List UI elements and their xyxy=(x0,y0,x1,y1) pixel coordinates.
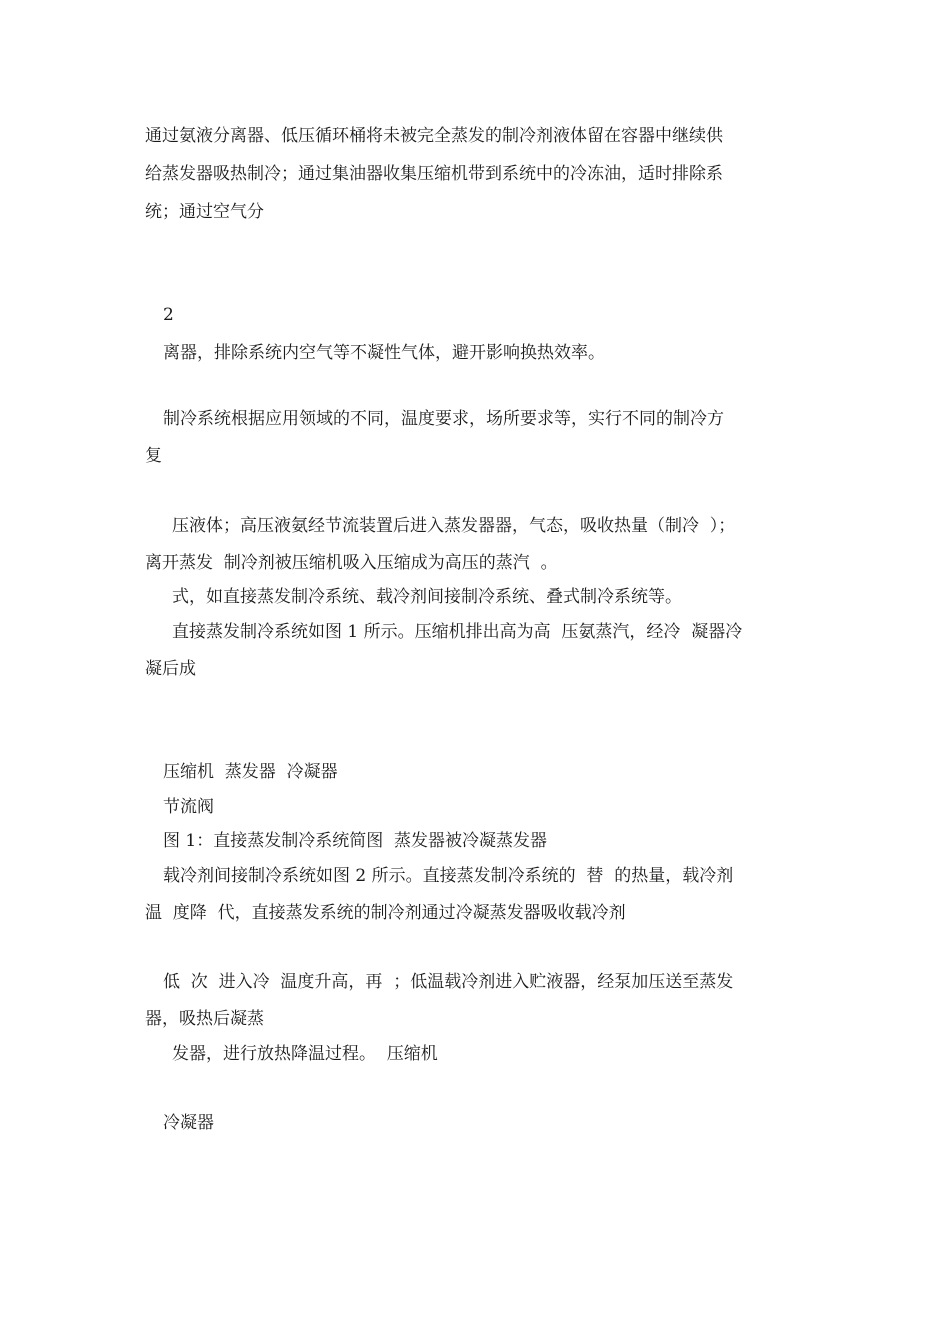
text-line: 统；通过空气分 xyxy=(145,202,264,222)
text-line: 温 度降 代，直接蒸发系统的制冷剂通过冷凝蒸发器吸收载冷剂 xyxy=(145,903,626,923)
text-line: 复 xyxy=(145,446,162,466)
text-line: 载冷剂间接制冷系统如图 2 所示。直接蒸发制冷系统的 替 的热量，载冷剂 xyxy=(163,866,734,886)
text-line: 式，如直接蒸发制冷系统、载冷剂间接制冷系统、叠式制冷系统等。 xyxy=(172,587,682,607)
figure-caption: 图 1：直接蒸发制冷系统简图 蒸发器被冷凝蒸发器 xyxy=(163,831,548,851)
text-line: 制冷系统根据应用领域的不同，温度要求，场所要求等，实行不同的制冷方 xyxy=(163,409,724,429)
page-number: 2 xyxy=(163,305,174,325)
figure-label: 冷凝器 xyxy=(163,1113,214,1133)
text-line: 通过氨液分离器、低压循环桶将未被完全蒸发的制冷剂液体留在容器中继续供 xyxy=(145,126,723,146)
text-line: 凝后成 xyxy=(145,659,196,679)
text-line: 器，吸热后凝蒸 xyxy=(145,1009,264,1029)
text-line: 离器，排除系统内空气等不凝性气体，避开影响换热效率。 xyxy=(163,343,605,363)
text-line: 给蒸发器吸热制冷；通过集油器收集压缩机带到系统中的冷冻油，适时排除系 xyxy=(145,164,723,184)
text-line: 压液体；高压液氨经节流装置后进入蒸发器器，气态，吸收热量（制冷 ）； xyxy=(172,516,736,536)
figure-label: 压缩机 蒸发器 冷凝器 xyxy=(163,762,338,782)
text-line: 发器，进行放热降温过程。 压缩机 xyxy=(172,1044,438,1064)
text-line: 离开蒸发 制冷剂被压缩机吸入压缩成为高压的蒸汽 。 xyxy=(145,553,558,573)
text-line: 低 次 进入冷 温度升高，再 ；低温载冷剂进入贮液器，经泵加压送至蒸发 xyxy=(163,972,734,992)
figure-label: 节流阀 xyxy=(163,797,214,817)
text-line: 直接蒸发制冷系统如图 1 所示。压缩机排出高为高 压氨蒸汽，经冷 凝器冷 xyxy=(172,622,743,642)
